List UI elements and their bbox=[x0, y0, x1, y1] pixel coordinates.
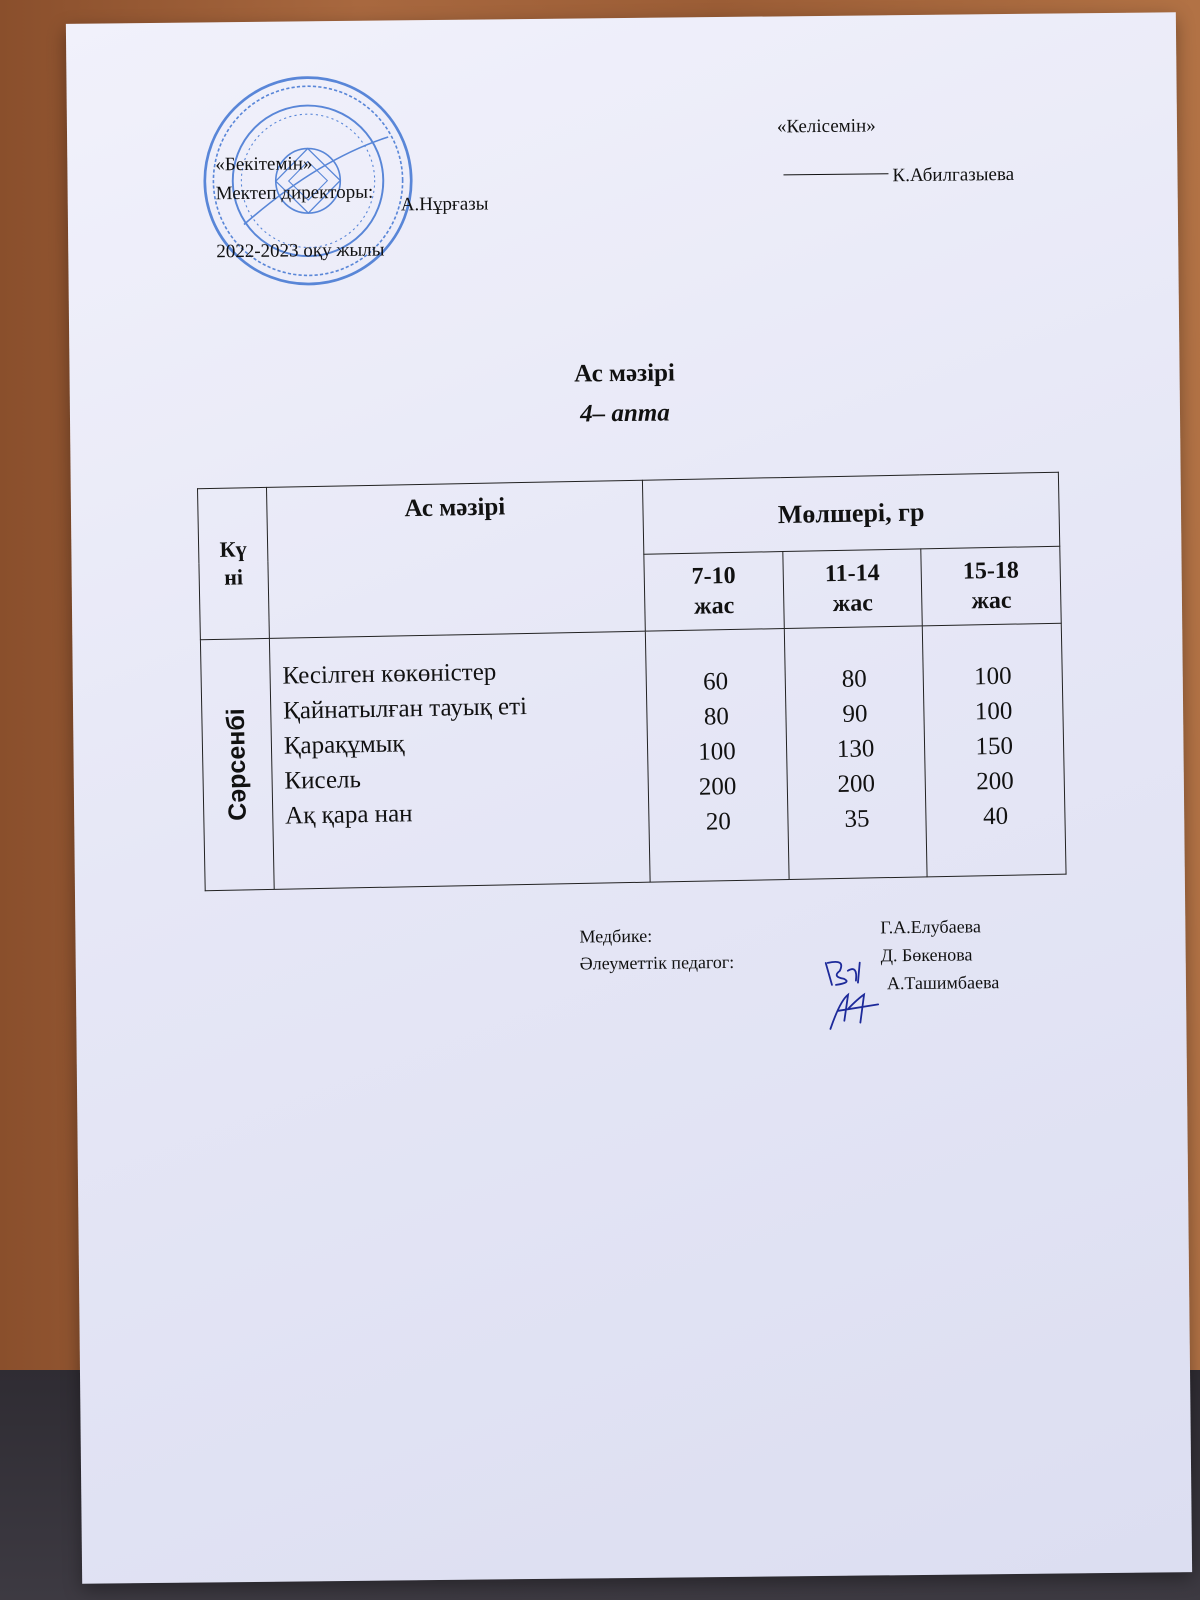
handwritten-signature bbox=[818, 950, 889, 1031]
amount-value: 100 bbox=[974, 697, 1013, 726]
header-day-line2: ні bbox=[223, 564, 244, 590]
staff-names bbox=[880, 912, 999, 997]
menu-table bbox=[197, 472, 1067, 891]
amount-value: 200 bbox=[698, 772, 737, 801]
header-day bbox=[198, 487, 270, 639]
amount-value: 90 bbox=[842, 700, 868, 728]
age-range: 15-18 bbox=[962, 557, 1020, 585]
header-age-11-14 bbox=[782, 549, 922, 628]
header-age-15-18 bbox=[921, 547, 1061, 626]
signature-line bbox=[783, 173, 888, 175]
age-unit: жас bbox=[971, 587, 1012, 615]
amount-value: 60 bbox=[702, 668, 729, 696]
director-name: А.Нұрғазы bbox=[400, 193, 489, 216]
page-title: Ас мәзірі bbox=[574, 359, 676, 388]
amount-value: 200 bbox=[837, 770, 876, 799]
amount-value: 20 bbox=[705, 808, 732, 836]
agree-name: К.Абилгазыева bbox=[892, 163, 1015, 187]
approve-label: «Бекітемін» bbox=[215, 153, 313, 176]
age-range: 7-10 bbox=[691, 563, 736, 591]
amount-value: 80 bbox=[703, 703, 730, 731]
dish-item: Кесілген көкөністер bbox=[282, 658, 497, 690]
dish-item: Қарақұмық bbox=[283, 730, 405, 760]
staff-name: А.Ташимбаева bbox=[886, 972, 1000, 994]
amount-value: 40 bbox=[982, 802, 1009, 831]
menu-document bbox=[66, 12, 1192, 1584]
day-cell bbox=[200, 638, 274, 890]
dish-item: Кисель bbox=[284, 766, 362, 795]
staff-roles bbox=[579, 922, 734, 978]
header-amount: Мөлшері, гр bbox=[642, 472, 1059, 554]
age-range: 11-14 bbox=[824, 560, 880, 588]
day-label: Сәрсенбі bbox=[221, 708, 252, 822]
header-age-7-10 bbox=[644, 552, 784, 631]
dish-item: Қайнатылған тауық еті bbox=[282, 692, 528, 725]
amount-value: 200 bbox=[975, 767, 1014, 796]
dish-item: Ақ қара нан bbox=[284, 800, 413, 830]
values-15-18-cell bbox=[923, 623, 1066, 877]
header-day-line1: Кү bbox=[219, 536, 247, 562]
dishes-cell bbox=[269, 631, 650, 889]
age-unit: жас bbox=[832, 590, 874, 618]
academic-year: 2022-2023 оқу жылы bbox=[216, 239, 385, 263]
director-position: Мектеп директоры: bbox=[215, 181, 374, 205]
amount-value: 80 bbox=[841, 665, 868, 693]
page-subtitle: 4– апта bbox=[580, 399, 670, 428]
header-menu: Ас мәзірі bbox=[266, 480, 645, 638]
approve-block bbox=[215, 149, 384, 267]
table-row bbox=[200, 623, 1066, 890]
social-pedagogue-label: Әлеуметтік педагог: bbox=[579, 951, 735, 974]
staff-name: Д. Бөкенова bbox=[880, 944, 973, 966]
nurse-label: Медбике: bbox=[579, 925, 653, 947]
values-7-10-cell bbox=[645, 629, 788, 883]
values-11-14-cell bbox=[784, 626, 927, 880]
amount-value: 35 bbox=[844, 805, 870, 833]
amount-value: 100 bbox=[973, 662, 1012, 691]
amount-value: 130 bbox=[836, 735, 875, 764]
age-unit: жас bbox=[693, 593, 735, 620]
amount-value: 100 bbox=[697, 737, 736, 766]
staff-name: Г.А.Елубаева bbox=[880, 916, 981, 938]
amount-value: 150 bbox=[975, 732, 1014, 761]
agree-label: «Келісемін» bbox=[776, 115, 876, 138]
